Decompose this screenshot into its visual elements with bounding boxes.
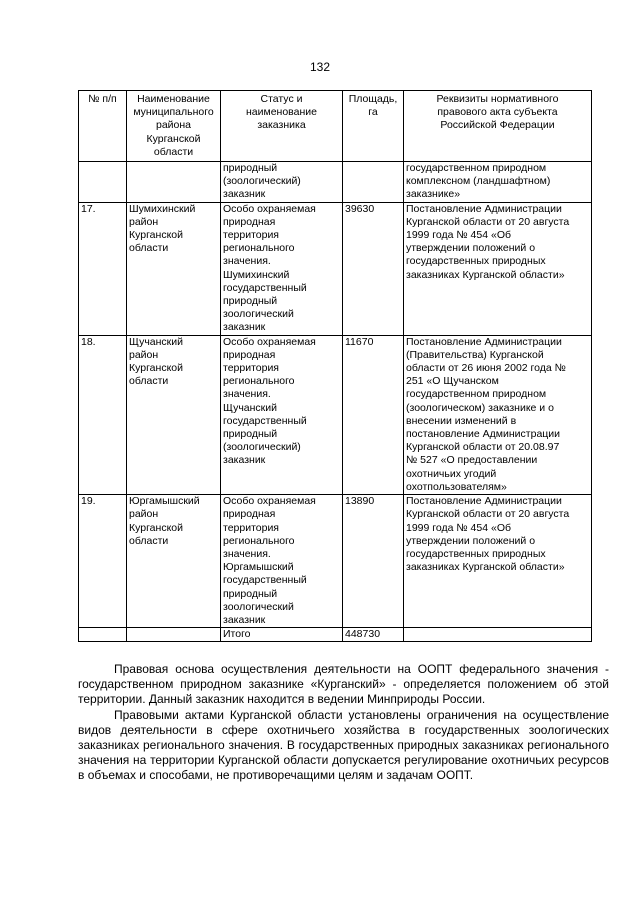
table-row [79, 335, 592, 494]
header-number: № п/п [79, 91, 127, 162]
row-requisites: Постановление Администрации Курганской области от 20 августа 1999 года № 454 «Об утверждении положений о государственных природных заказниках Курганской области» [404, 495, 592, 628]
row-district [127, 628, 221, 642]
row-requisites: Постановление Администрации (Правительства) Курганской области от 26 июня 2002 года № 251 «О Щучанском государственном природном (зоологическом) заказнике и о внесении изменений в постановление Администрации Курганской области от 20.08.97 № 527 «О предоставлении охотничьих угодий охотпользователям» [404, 335, 592, 494]
table-row [79, 495, 592, 628]
row-requisites: государственном природном комплексном (ландшафтном) заказнике» [404, 162, 592, 203]
paragraph: Правовыми актами Курганской области установлены ограничения на осуществление видов деятельности в сфере охотничьего хозяйства в государственных зоологических заказниках регионального значения. В государственных природных заказниках регионального значения на территории Курганской области допускается регулирование охотничьих ресурсов в объемах и способами, не противоречащими целям и задачам ООПТ. [78, 707, 609, 783]
reserves-table [78, 90, 592, 642]
row-area [343, 162, 404, 203]
row-status: Особо охраняемая природная территория регионального значения. Шумихинский государственный природный зоологический заказник [221, 202, 343, 335]
row-area: 11670 [343, 335, 404, 494]
row-number: 18. [79, 335, 127, 494]
row-status: природный (зоологический) заказник [221, 162, 343, 203]
body-text [78, 662, 609, 784]
table-total-row [79, 628, 592, 642]
row-status: Особо охраняемая природная территория регионального значения. Юргамышский государственный природный зоологический заказник [221, 495, 343, 628]
total-area: 448730 [343, 628, 404, 642]
row-area: 39630 [343, 202, 404, 335]
row-number: 17. [79, 202, 127, 335]
header-requisites: Реквизиты нормативного правового акта субъекта Российской Федерации [404, 91, 592, 162]
row-number: 19. [79, 495, 127, 628]
row-area: 13890 [343, 495, 404, 628]
header-status: Статус и наименование заказника [221, 91, 343, 162]
row-requisites: Постановление Администрации Курганской области от 20 августа 1999 года № 454 «Об утверждении положений о государственных природных заказниках Курганской области» [404, 202, 592, 335]
row-number [79, 162, 127, 203]
header-area: Площадь, га [343, 91, 404, 162]
table-row [79, 202, 592, 335]
row-status: Особо охраняемая природная территория регионального значения. Щучанский государственный природный (зоологический) заказник [221, 335, 343, 494]
row-district: Шумихинский район Курганской области [127, 202, 221, 335]
table-header-row [79, 91, 592, 162]
page-number: 132 [309, 60, 331, 74]
row-district: Щучанский район Курганской области [127, 335, 221, 494]
total-label: Итого [221, 628, 343, 642]
row-number [79, 628, 127, 642]
row-requisites [404, 628, 592, 642]
row-district: Юргамышский район Курганской области [127, 495, 221, 628]
table-row [79, 162, 592, 203]
paragraph: Правовая основа осуществления деятельности на ООПТ федерального значения - государственном природном заказнике «Курганский» - определяется положением об этой территории. Данный заказник находится в ведении Минприроды России. [78, 662, 609, 707]
row-district [127, 162, 221, 203]
header-district: Наименование муниципального района Курганской области [127, 91, 221, 162]
